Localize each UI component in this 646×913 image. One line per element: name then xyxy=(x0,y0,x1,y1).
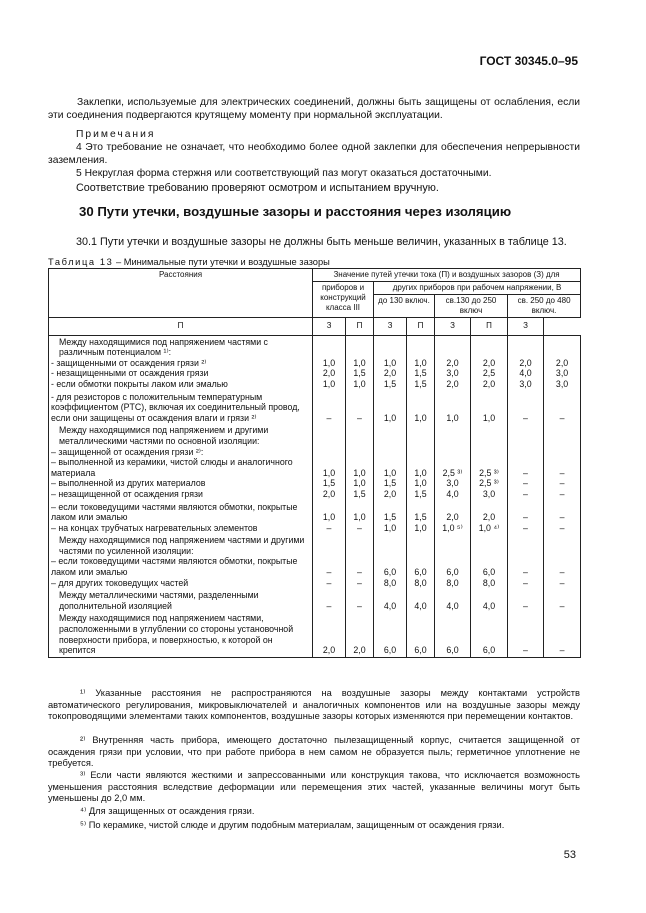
row-text-line: – незащищенной от осаждения грязи xyxy=(51,488,203,499)
value-cell: 4,0 xyxy=(435,589,471,612)
table-row xyxy=(49,612,581,657)
value-cell: – xyxy=(346,589,374,612)
footnote: ²⁾ Внутренняя часть прибора, имеющего достаточно пылезащищенный корпус, считается защищенной от осаждения грязи при условии, что при работе прибора в нем самом не образуется пыль; герметичное уплотнение не требуется. xyxy=(48,735,580,769)
compliance-text: Соответствие требованию проверяют осмотром и испытанием вручную. xyxy=(76,182,439,194)
value-cell: – – – xyxy=(508,424,544,500)
value-cell: 2,5 ³⁾ 2,5 ³⁾ 3,0 xyxy=(471,424,508,500)
row-text-line: Между находящимися под напряжением частями, расположенными в углублении со стороны установочной поверхности прибора, и поверхностью, к которой он крепится xyxy=(59,613,294,656)
table-row xyxy=(49,589,581,612)
value-cell: 1,0 1,5 1,5 xyxy=(407,335,435,390)
value-cell: 6,0 xyxy=(435,612,471,657)
subheader-cell: З xyxy=(508,318,544,336)
row-description xyxy=(49,335,313,390)
subheader-cell: З xyxy=(435,318,471,336)
value-cell: – xyxy=(508,612,544,657)
value-cell: – – xyxy=(313,534,346,589)
row-text-line: – выполненной из других материалов xyxy=(51,478,206,489)
value-cell: 6,0 8,0 xyxy=(407,534,435,589)
value-cell: 2,0 3,0 2,0 xyxy=(435,335,471,390)
paragraph-rivets: Заклепки, используемые для электрических соединений, должны быть защищены от ослабления, если эти соединения подвергаются крутящему моменту при нормальной эксплуатации. xyxy=(48,97,580,121)
header-other-devices: других приборов при рабочем напряжении, В xyxy=(374,282,581,295)
value-cell: 1,0 xyxy=(435,391,471,425)
footnote: ⁵⁾ По керамике, чистой слюде и другим подобным материалам, защищенным от осаждения грязи. xyxy=(80,820,505,830)
value-cell: 2,0 xyxy=(346,612,374,657)
value-cell: 1,0 – xyxy=(313,501,346,535)
row-description xyxy=(49,501,313,535)
header-distances: Расстояния xyxy=(49,269,313,318)
footnote: ⁴⁾ Для защищенных от осаждения грязи. xyxy=(80,806,255,816)
header-values: Значение путей утечки тока (П) и воздушных зазоров (З) для xyxy=(313,269,581,282)
header-class-iii: приборов и конструкций класса III xyxy=(313,282,374,318)
value-cell: 6,0 8,0 xyxy=(471,534,508,589)
subheader-cell: З xyxy=(374,318,407,336)
table-row xyxy=(49,335,581,390)
value-cell: 1,0 xyxy=(374,391,407,425)
page-number: 53 xyxy=(563,849,576,861)
row-description xyxy=(49,589,313,612)
row-text-line: – выполненной из керамики, чистой слюды и аналогичного материала xyxy=(51,457,293,478)
subheader-cell: П xyxy=(471,318,508,336)
value-cell: 1,0 1,5 2,0 xyxy=(374,424,407,500)
row-text-line: – если токоведущими частями являются обмотки, покрытые лаком или эмалью xyxy=(51,556,298,578)
section-heading: 30 Пути утечки, воздушные зазоры и расстояния через изоляцию xyxy=(79,204,512,219)
row-text-line: – защищенной от осаждения грязи ²⁾: xyxy=(51,446,204,457)
table-row xyxy=(49,534,581,589)
note-5: 5 Некруглая форма стержня или соответствующий паз могут оказаться достаточными. xyxy=(76,168,492,179)
value-cell: – xyxy=(346,391,374,425)
value-cell: – – xyxy=(508,501,544,535)
row-description xyxy=(49,534,313,589)
subheader-cell: З xyxy=(313,318,346,336)
value-cell: 1,0 1,5 2,0 xyxy=(313,424,346,500)
standard-number: ГОСТ 30345.0–95 xyxy=(479,54,578,68)
value-cell: 1,0 2,0 1,5 xyxy=(374,335,407,390)
value-cell: 1,0 xyxy=(471,391,508,425)
row-text-line: – если токоведущими частями являются обмотки, покрытые лаком или эмалью xyxy=(51,501,298,523)
row-text-line: - незащищенными от осаждения грязи xyxy=(51,368,209,379)
value-cell: 4,0 xyxy=(471,589,508,612)
value-cell: – – – xyxy=(544,424,581,500)
row-description xyxy=(49,612,313,657)
row-description xyxy=(49,424,313,500)
value-cell: – – xyxy=(346,534,374,589)
value-cell: 1,0 – xyxy=(346,501,374,535)
header-voltage-130-250: св.130 до 250 включ xyxy=(435,295,508,318)
value-cell: – xyxy=(508,391,544,425)
value-cell: 2,0 4,0 3,0 xyxy=(508,335,544,390)
subheader-row xyxy=(49,318,581,336)
footnote: ³⁾ Если части являются жесткими и запрессованными или конструкция такова, что исключается возможность уменьшения расстояния вследствие деформации или перемещения этих частей, указанные величины могут быть уменьшены до 2,0 мм. xyxy=(48,770,580,804)
value-cell: 1,0 2,0 1,0 xyxy=(313,335,346,390)
value-cell: 1,0 1,0 1,5 xyxy=(407,424,435,500)
subheader-cell: П xyxy=(49,318,313,336)
table-row xyxy=(49,391,581,425)
value-cell: 6,0 xyxy=(407,612,435,657)
value-cell: – xyxy=(544,589,581,612)
footnote: ¹⁾ Указанные расстояния не распространяются на воздушные зазоры между контактами устройств автоматического регулирования, микровыключателей и аналогичных компонентов или на воздушные зазоры между токопроводящими элементами таких компонентов, воздушные зазоры которых изменяются при перемещении контактов. xyxy=(48,688,580,722)
value-cell: 4,0 xyxy=(407,589,435,612)
value-cell: 2,0 1,0 ⁵⁾ xyxy=(435,501,471,535)
value-cell: 6,0 8,0 xyxy=(374,534,407,589)
distances-table xyxy=(48,268,581,658)
value-cell: 4,0 xyxy=(374,589,407,612)
value-cell: 6,0 8,0 xyxy=(435,534,471,589)
row-description xyxy=(49,391,313,425)
subheader-cell: П xyxy=(407,318,435,336)
value-cell: 2,0 xyxy=(313,612,346,657)
row-text-line: Между находящимися под напряжением частями и другими частями по усиленной изоляции: xyxy=(59,535,305,556)
value-cell: 1,0 1,0 1,5 xyxy=(346,424,374,500)
row-text-line: - для резисторов с положительным температурным коэффициентом (PTC), включая их соединительный провод, если они защищены от осаждения влаги и грязи ²⁾ xyxy=(51,391,300,423)
value-cell: – xyxy=(544,612,581,657)
value-cell: 2,5 ³⁾ 3,0 4,0 xyxy=(435,424,471,500)
row-text-line: Между металлическими частями, разделенными дополнительной изоляцией xyxy=(59,590,259,611)
value-cell: 2,0 1,0 ⁴⁾ xyxy=(471,501,508,535)
row-text-line: – на концах трубчатых нагревательных элементов xyxy=(51,522,258,533)
value-cell: – – xyxy=(544,501,581,535)
table-caption-dash: – xyxy=(113,257,124,267)
row-text-line: – для других токоведущих частей xyxy=(51,577,189,588)
table-caption xyxy=(48,257,330,267)
table-body xyxy=(49,335,581,657)
table-caption-title: Минимальные пути утечки и воздушные зазоры xyxy=(123,257,330,267)
value-cell: – – xyxy=(508,534,544,589)
value-cell: – xyxy=(544,391,581,425)
paragraph-30-1: 30.1 Пути утечки и воздушные зазоры не должны быть меньше величин, указанных в таблице 13. xyxy=(76,236,567,248)
value-cell: 1,0 xyxy=(407,391,435,425)
value-cell: 1,5 1,0 xyxy=(374,501,407,535)
subheader-cell: П xyxy=(346,318,374,336)
value-cell: – xyxy=(508,589,544,612)
header-voltage-to-130: до 130 включ. xyxy=(374,295,435,318)
row-text-line: - защищенными от осаждения грязи ²⁾ xyxy=(51,357,207,368)
value-cell: 2,0 3,0 3,0 xyxy=(544,335,581,390)
notes-title: Примечания xyxy=(76,129,156,140)
value-cell: – xyxy=(313,391,346,425)
value-cell: – – xyxy=(544,534,581,589)
value-cell: 6,0 xyxy=(374,612,407,657)
value-cell: 1,0 1,5 1,0 xyxy=(346,335,374,390)
note-4: 4 Это требование не означает, что необходимо более одной заклепки для обеспечения непрерывности заземления. xyxy=(48,142,580,166)
row-text-line: - если обмотки покрыты лаком или эмалью xyxy=(51,378,228,389)
header-voltage-250-480: св. 250 до 480 включ. xyxy=(508,295,581,318)
value-cell: – xyxy=(313,589,346,612)
table-caption-label: Таблица 13 xyxy=(48,257,114,267)
table-row xyxy=(49,501,581,535)
row-text-line: Между находящимися под напряжением и другими металлическими частями по основной изоляции: xyxy=(59,425,269,446)
value-cell: 1,5 1,0 xyxy=(407,501,435,535)
row-text-line: Между находящимися под напряжением частями с различным потенциалом ¹⁾: xyxy=(59,336,268,358)
table-row xyxy=(49,424,581,500)
value-cell: 6,0 xyxy=(471,612,508,657)
value-cell: 2,0 2,5 2,0 xyxy=(471,335,508,390)
